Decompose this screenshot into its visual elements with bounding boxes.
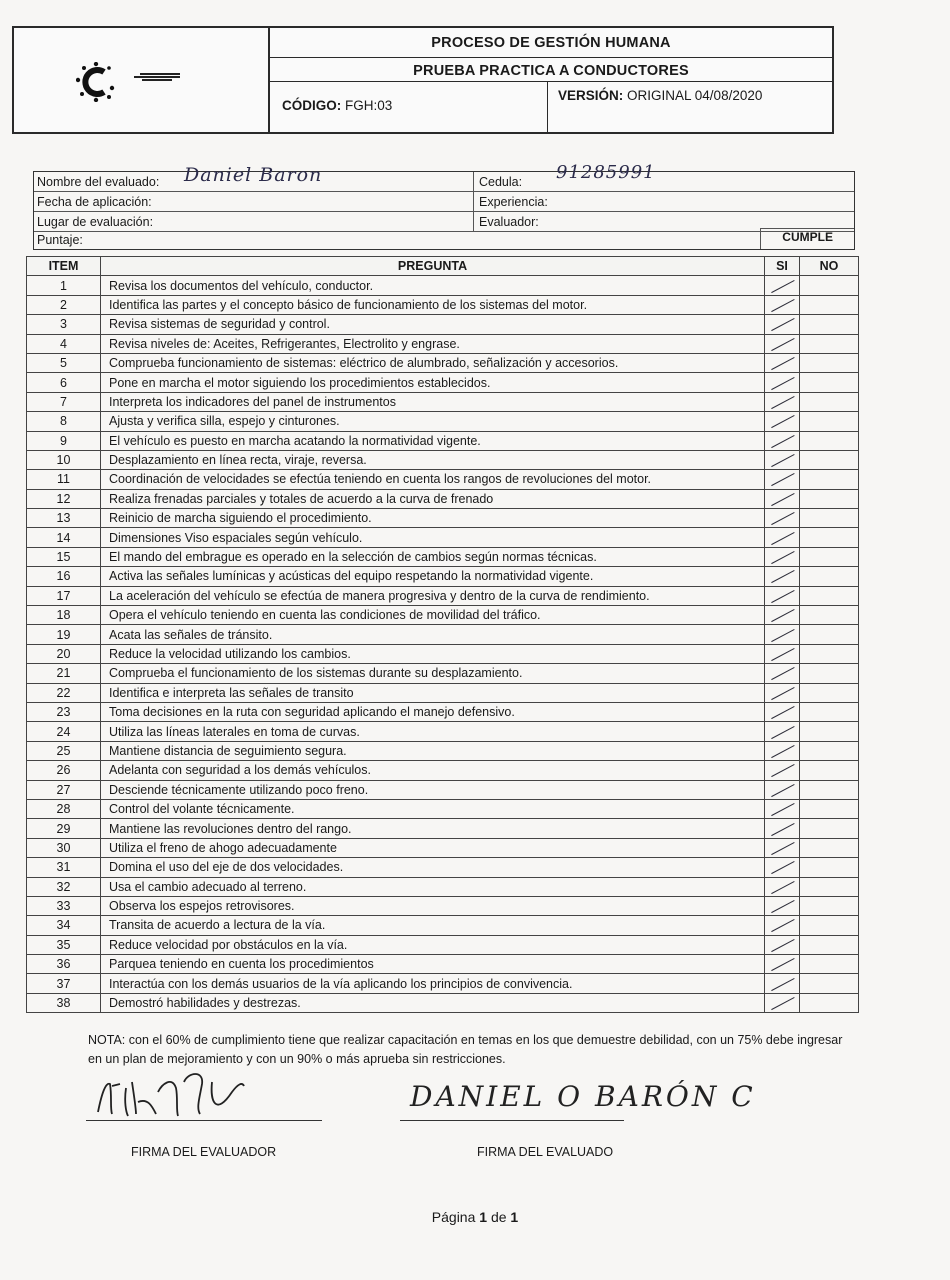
si-cell[interactable] <box>765 315 800 334</box>
si-cell[interactable] <box>765 644 800 663</box>
checkmark-icon <box>768 666 796 680</box>
col-si-header: SI <box>765 257 800 276</box>
table-row <box>27 877 859 896</box>
no-cell[interactable] <box>800 683 859 702</box>
item-question: Opera el vehículo teniendo en cuenta las condiciones de movilidad del tráfico. <box>101 606 765 625</box>
no-cell[interactable] <box>800 431 859 450</box>
version-value: ORIGINAL 04/08/2020 <box>627 88 763 103</box>
checkmark-icon <box>768 531 796 545</box>
si-cell[interactable] <box>765 955 800 974</box>
item-number: 6 <box>27 373 101 392</box>
item-question: Ajusta y verifica silla, espejo y cinturones. <box>101 412 765 431</box>
checkmark-icon <box>768 589 796 603</box>
table-row <box>27 896 859 915</box>
no-cell[interactable] <box>800 702 859 721</box>
item-question: Observa los espejos retrovisores. <box>101 896 765 915</box>
item-question: Control del volante técnicamente. <box>101 799 765 818</box>
table-row <box>27 993 859 1012</box>
item-number: 28 <box>27 799 101 818</box>
table-row <box>27 509 859 528</box>
item-question: Dimensiones Viso espaciales según vehículo. <box>101 528 765 547</box>
lugar-label: Lugar de evaluación: <box>37 215 154 229</box>
si-cell[interactable] <box>765 567 800 586</box>
item-number: 4 <box>27 334 101 353</box>
item-number: 33 <box>27 896 101 915</box>
info-row-puntaje <box>34 232 854 249</box>
si-cell[interactable] <box>765 431 800 450</box>
checkmark-icon <box>768 647 796 661</box>
si-cell[interactable] <box>765 489 800 508</box>
si-cell[interactable] <box>765 373 800 392</box>
no-cell[interactable] <box>800 567 859 586</box>
item-number: 3 <box>27 315 101 334</box>
checkmark-icon <box>768 996 796 1010</box>
si-cell[interactable] <box>765 799 800 818</box>
table-row <box>27 392 859 411</box>
cedula-value: 91285991 <box>556 162 656 183</box>
item-number: 32 <box>27 877 101 896</box>
lugar-cell[interactable] <box>34 212 474 231</box>
no-cell[interactable] <box>800 606 859 625</box>
si-cell[interactable] <box>765 896 800 915</box>
checkmark-icon <box>768 977 796 991</box>
item-question: Comprueba funcionamiento de sistemas: eléctrico de alumbrado, señalización y accesorios. <box>101 353 765 372</box>
page-current: 1 <box>479 1209 488 1225</box>
checkmark-icon <box>768 395 796 409</box>
table-row <box>27 489 859 508</box>
checkmark-icon <box>768 705 796 719</box>
no-cell[interactable] <box>800 392 859 411</box>
si-cell[interactable] <box>765 547 800 566</box>
checkmark-icon <box>768 783 796 797</box>
si-cell[interactable] <box>765 702 800 721</box>
si-cell[interactable] <box>765 741 800 760</box>
si-cell[interactable] <box>765 838 800 857</box>
logo-wordmark <box>122 72 190 82</box>
page-number <box>0 1209 950 1225</box>
si-cell[interactable] <box>765 450 800 469</box>
no-cell[interactable] <box>800 993 859 1012</box>
no-cell[interactable] <box>800 780 859 799</box>
si-cell[interactable] <box>765 819 800 838</box>
checkmark-icon <box>768 918 796 932</box>
info-row-lugar <box>34 212 854 232</box>
evaluado-signature-label: FIRMA DEL EVALUADO <box>477 1145 614 1159</box>
checkmark-icon <box>768 453 796 467</box>
table-row <box>27 353 859 372</box>
si-cell[interactable] <box>765 412 800 431</box>
table-row <box>27 819 859 838</box>
si-cell[interactable] <box>765 528 800 547</box>
item-number: 37 <box>27 974 101 993</box>
table-row <box>27 470 859 489</box>
item-question: Usa el cambio adecuado al terreno. <box>101 877 765 896</box>
item-question: Revisa los documentos del vehículo, conductor. <box>101 276 765 295</box>
table-row <box>27 741 859 760</box>
item-question: Reinicio de marcha siguiendo el procedimiento. <box>101 509 765 528</box>
fecha-label: Fecha de aplicación: <box>37 195 152 209</box>
checkmark-icon <box>768 317 796 331</box>
item-question: Adelanta con seguridad a los demás vehículos. <box>101 761 765 780</box>
no-cell[interactable] <box>800 315 859 334</box>
item-question: Interpreta los indicadores del panel de instrumentos <box>101 392 765 411</box>
table-header-row <box>27 257 859 276</box>
table-row <box>27 683 859 702</box>
info-row-fecha <box>34 192 854 212</box>
checkmark-icon <box>768 298 796 312</box>
item-number: 15 <box>27 547 101 566</box>
table-row <box>27 761 859 780</box>
table-row <box>27 586 859 605</box>
item-number: 2 <box>27 295 101 314</box>
evaluador-signature <box>92 1062 272 1128</box>
table-row <box>27 644 859 663</box>
no-cell[interactable] <box>800 625 859 644</box>
item-number: 10 <box>27 450 101 469</box>
item-question: Pone en marcha el motor siguiendo los procedimientos establecidos. <box>101 373 765 392</box>
table-row <box>27 528 859 547</box>
si-cell[interactable] <box>765 606 800 625</box>
item-number: 8 <box>27 412 101 431</box>
item-number: 21 <box>27 664 101 683</box>
info-row-nombre <box>34 162 854 192</box>
version-label: VERSIÓN: <box>558 88 624 103</box>
table-row <box>27 974 859 993</box>
item-question: Toma decisiones en la ruta con seguridad aplicando el manejo defensivo. <box>101 702 765 721</box>
checkmark-icon <box>768 414 796 428</box>
item-number: 13 <box>27 509 101 528</box>
table-row <box>27 838 859 857</box>
table-row <box>27 276 859 295</box>
item-number: 30 <box>27 838 101 857</box>
evaluee-info-table <box>33 162 855 250</box>
si-cell[interactable] <box>765 625 800 644</box>
page-total: 1 <box>510 1209 519 1225</box>
si-cell[interactable] <box>765 683 800 702</box>
no-cell[interactable] <box>800 450 859 469</box>
item-question: Reduce velocidad por obstáculos en la vía. <box>101 935 765 954</box>
item-number: 26 <box>27 761 101 780</box>
item-question: Revisa sistemas de seguridad y control. <box>101 315 765 334</box>
item-number: 27 <box>27 780 101 799</box>
no-cell[interactable] <box>800 586 859 605</box>
header-info <box>270 28 832 132</box>
nota-text: NOTA: con el 60% de cumplimiento tiene que realizar capacitación en temas en los que demuestre debilidad, con un 75% debe ingresar en un plan de mejoramiento y con un 90% o más aprueba sin restricciones. <box>88 1033 843 1066</box>
no-cell[interactable] <box>800 896 859 915</box>
item-number: 29 <box>27 819 101 838</box>
checkmark-icon <box>768 492 796 506</box>
si-cell[interactable] <box>765 295 800 314</box>
checkmark-icon <box>768 511 796 525</box>
table-row <box>27 315 859 334</box>
item-question: Reduce la velocidad utilizando los cambios. <box>101 644 765 663</box>
no-cell[interactable] <box>800 916 859 935</box>
item-question: Identifica e interpreta las señales de transito <box>101 683 765 702</box>
item-number: 7 <box>27 392 101 411</box>
checkmark-icon <box>768 957 796 971</box>
evaluador-signature-label: FIRMA DEL EVALUADOR <box>131 1145 277 1159</box>
table-row <box>27 664 859 683</box>
company-logo-icon <box>76 62 116 102</box>
item-question: Transita de acuerdo a lectura de la vía. <box>101 916 765 935</box>
checkmark-icon <box>768 763 796 777</box>
item-number: 1 <box>27 276 101 295</box>
item-number: 19 <box>27 625 101 644</box>
si-cell[interactable] <box>765 858 800 877</box>
nombre-value: Daniel Baron <box>184 164 323 186</box>
item-number: 16 <box>27 567 101 586</box>
si-cell[interactable] <box>765 470 800 489</box>
checkmark-icon <box>768 569 796 583</box>
si-cell[interactable] <box>765 722 800 741</box>
fecha-cell[interactable] <box>34 192 474 211</box>
item-number: 35 <box>27 935 101 954</box>
item-number: 18 <box>27 606 101 625</box>
no-cell[interactable] <box>800 761 859 780</box>
no-cell[interactable] <box>800 276 859 295</box>
item-question: Utiliza el freno de ahogo adecuadamente <box>101 838 765 857</box>
table-row <box>27 547 859 566</box>
col-pregunta-header: PREGUNTA <box>101 257 765 276</box>
evaluation-table-body <box>27 276 859 1013</box>
item-question: Domina el uso del eje de dos velocidades. <box>101 858 765 877</box>
no-cell[interactable] <box>800 799 859 818</box>
evaluador-label: Evaluador: <box>479 215 539 229</box>
page-prefix: Página <box>431 1209 476 1225</box>
item-question: Comprueba el funcionamiento de los sistemas durante su desplazamiento. <box>101 664 765 683</box>
item-number: 31 <box>27 858 101 877</box>
item-question: Mantiene las revoluciones dentro del rango. <box>101 819 765 838</box>
codigo-cell <box>270 82 548 132</box>
checkmark-icon <box>768 686 796 700</box>
version-cell <box>548 82 762 132</box>
no-cell[interactable] <box>800 664 859 683</box>
checkmark-icon <box>768 376 796 390</box>
table-row <box>27 334 859 353</box>
item-number: 20 <box>27 644 101 663</box>
table-row <box>27 412 859 431</box>
table-row <box>27 935 859 954</box>
no-cell[interactable] <box>800 470 859 489</box>
item-number: 11 <box>27 470 101 489</box>
si-cell[interactable] <box>765 993 800 1012</box>
checkmark-icon <box>768 841 796 855</box>
si-cell[interactable] <box>765 392 800 411</box>
cumple-header: CUMPLE <box>760 228 854 249</box>
evaluation-table <box>26 256 859 1013</box>
no-cell[interactable] <box>800 644 859 663</box>
table-row <box>27 916 859 935</box>
item-question: Coordinación de velocidades se efectúa teniendo en cuenta los rangos de revoluciones del motor. <box>101 470 765 489</box>
no-cell[interactable] <box>800 722 859 741</box>
table-row <box>27 450 859 469</box>
item-number: 38 <box>27 993 101 1012</box>
table-row <box>27 567 859 586</box>
table-row <box>27 606 859 625</box>
col-no-header: NO <box>800 257 859 276</box>
item-question: Mantiene distancia de seguimiento segura. <box>101 741 765 760</box>
no-cell[interactable] <box>800 819 859 838</box>
no-cell[interactable] <box>800 741 859 760</box>
si-cell[interactable] <box>765 916 800 935</box>
checkmark-icon <box>768 434 796 448</box>
checkmark-icon <box>768 822 796 836</box>
no-cell[interactable] <box>800 838 859 857</box>
si-cell[interactable] <box>765 276 800 295</box>
si-cell[interactable] <box>765 353 800 372</box>
checkmark-icon <box>768 337 796 351</box>
checkmark-icon <box>768 550 796 564</box>
table-row <box>27 722 859 741</box>
experiencia-label: Experiencia: <box>479 195 548 209</box>
no-cell[interactable] <box>800 412 859 431</box>
evaluado-signature-line <box>400 1120 624 1121</box>
no-cell[interactable] <box>800 547 859 566</box>
item-question: Utiliza las líneas laterales en toma de curvas. <box>101 722 765 741</box>
no-cell[interactable] <box>800 353 859 372</box>
checkmark-icon <box>768 725 796 739</box>
si-cell[interactable] <box>765 664 800 683</box>
no-cell[interactable] <box>800 528 859 547</box>
nombre-label: Nombre del evaluado: <box>37 175 160 189</box>
no-cell[interactable] <box>800 877 859 896</box>
item-number: 17 <box>27 586 101 605</box>
item-question: Realiza frenadas parciales y totales de acuerdo a la curva de frenado <box>101 489 765 508</box>
item-number: 5 <box>27 353 101 372</box>
si-cell[interactable] <box>765 334 800 353</box>
checkmark-icon <box>768 279 796 293</box>
evaluado-signature: DANIEL O BARÓN C <box>410 1080 756 1113</box>
item-number: 25 <box>27 741 101 760</box>
checkmark-icon <box>768 860 796 874</box>
item-question: El vehículo es puesto en marcha acatando la normatividad vigente. <box>101 431 765 450</box>
no-cell[interactable] <box>800 295 859 314</box>
item-question: Activa las señales lumínicas y acústicas del equipo respetando la normatividad vigente. <box>101 567 765 586</box>
no-cell[interactable] <box>800 935 859 954</box>
no-cell[interactable] <box>800 858 859 877</box>
checkmark-icon <box>768 628 796 642</box>
checkmark-icon <box>768 802 796 816</box>
nombre-cell[interactable] <box>34 164 474 191</box>
puntaje-label: Puntaje: <box>37 233 83 247</box>
checkmark-icon <box>768 899 796 913</box>
table-row <box>27 955 859 974</box>
table-row <box>27 858 859 877</box>
checkmark-icon <box>768 938 796 952</box>
puntaje-cell[interactable] <box>34 232 760 249</box>
cedula-cell[interactable] <box>474 162 854 191</box>
item-question: La aceleración del vehículo se efectúa de manera progresiva y dentro de la curva de rendimiento. <box>101 586 765 605</box>
table-row <box>27 780 859 799</box>
no-cell[interactable] <box>800 955 859 974</box>
item-number: 22 <box>27 683 101 702</box>
table-row <box>27 373 859 392</box>
page-sep: de <box>490 1209 507 1225</box>
si-cell[interactable] <box>765 935 800 954</box>
item-question: El mando del embrague es operado en la selección de cambios según normas técnicas. <box>101 547 765 566</box>
no-cell[interactable] <box>800 509 859 528</box>
no-cell[interactable] <box>800 373 859 392</box>
item-number: 34 <box>27 916 101 935</box>
document-subtitle: PRUEBA PRACTICA A CONDUCTORES <box>270 58 832 82</box>
cedula-label: Cedula: <box>479 175 523 189</box>
checkmark-icon <box>768 608 796 622</box>
item-number: 12 <box>27 489 101 508</box>
table-row <box>27 295 859 314</box>
no-cell[interactable] <box>800 974 859 993</box>
item-question: Desplazamiento en línea recta, viraje, reversa. <box>101 450 765 469</box>
evaluador-signature-line <box>86 1120 322 1121</box>
item-number: 23 <box>27 702 101 721</box>
checkmark-icon <box>768 744 796 758</box>
checkmark-icon <box>768 472 796 486</box>
document-header <box>12 26 834 134</box>
codigo-value: FGH:03 <box>345 98 393 113</box>
si-cell[interactable] <box>765 761 800 780</box>
item-question: Acata las señales de tránsito. <box>101 625 765 644</box>
logo-cell <box>14 28 270 132</box>
item-number: 36 <box>27 955 101 974</box>
no-cell[interactable] <box>800 334 859 353</box>
item-number: 14 <box>27 528 101 547</box>
no-cell[interactable] <box>800 489 859 508</box>
table-row <box>27 431 859 450</box>
si-cell[interactable] <box>765 780 800 799</box>
item-question: Parquea teniendo en cuenta los procedimientos <box>101 955 765 974</box>
experiencia-cell[interactable] <box>474 192 854 211</box>
item-question: Desciende técnicamente utilizando poco freno. <box>101 780 765 799</box>
document-title: PROCESO DE GESTIÓN HUMANA <box>270 28 832 58</box>
checkmark-icon <box>768 356 796 370</box>
header-meta-row <box>270 82 832 132</box>
table-row <box>27 702 859 721</box>
item-number: 24 <box>27 722 101 741</box>
table-row <box>27 799 859 818</box>
item-number: 9 <box>27 431 101 450</box>
item-question: Demostró habilidades y destrezas. <box>101 993 765 1012</box>
item-question: Revisa niveles de: Aceites, Refrigerantes, Electrolito y engrase. <box>101 334 765 353</box>
col-item-header: ITEM <box>27 257 101 276</box>
codigo-label: CÓDIGO: <box>282 98 342 113</box>
item-question: Interactúa con los demás usuarios de la vía aplicando los principios de convivencia. <box>101 974 765 993</box>
si-cell[interactable] <box>765 877 800 896</box>
si-cell[interactable] <box>765 974 800 993</box>
si-cell[interactable] <box>765 509 800 528</box>
si-cell[interactable] <box>765 586 800 605</box>
item-question: Identifica las partes y el concepto básico de funcionamiento de los sistemas del motor. <box>101 295 765 314</box>
checkmark-icon <box>768 880 796 894</box>
table-row <box>27 625 859 644</box>
